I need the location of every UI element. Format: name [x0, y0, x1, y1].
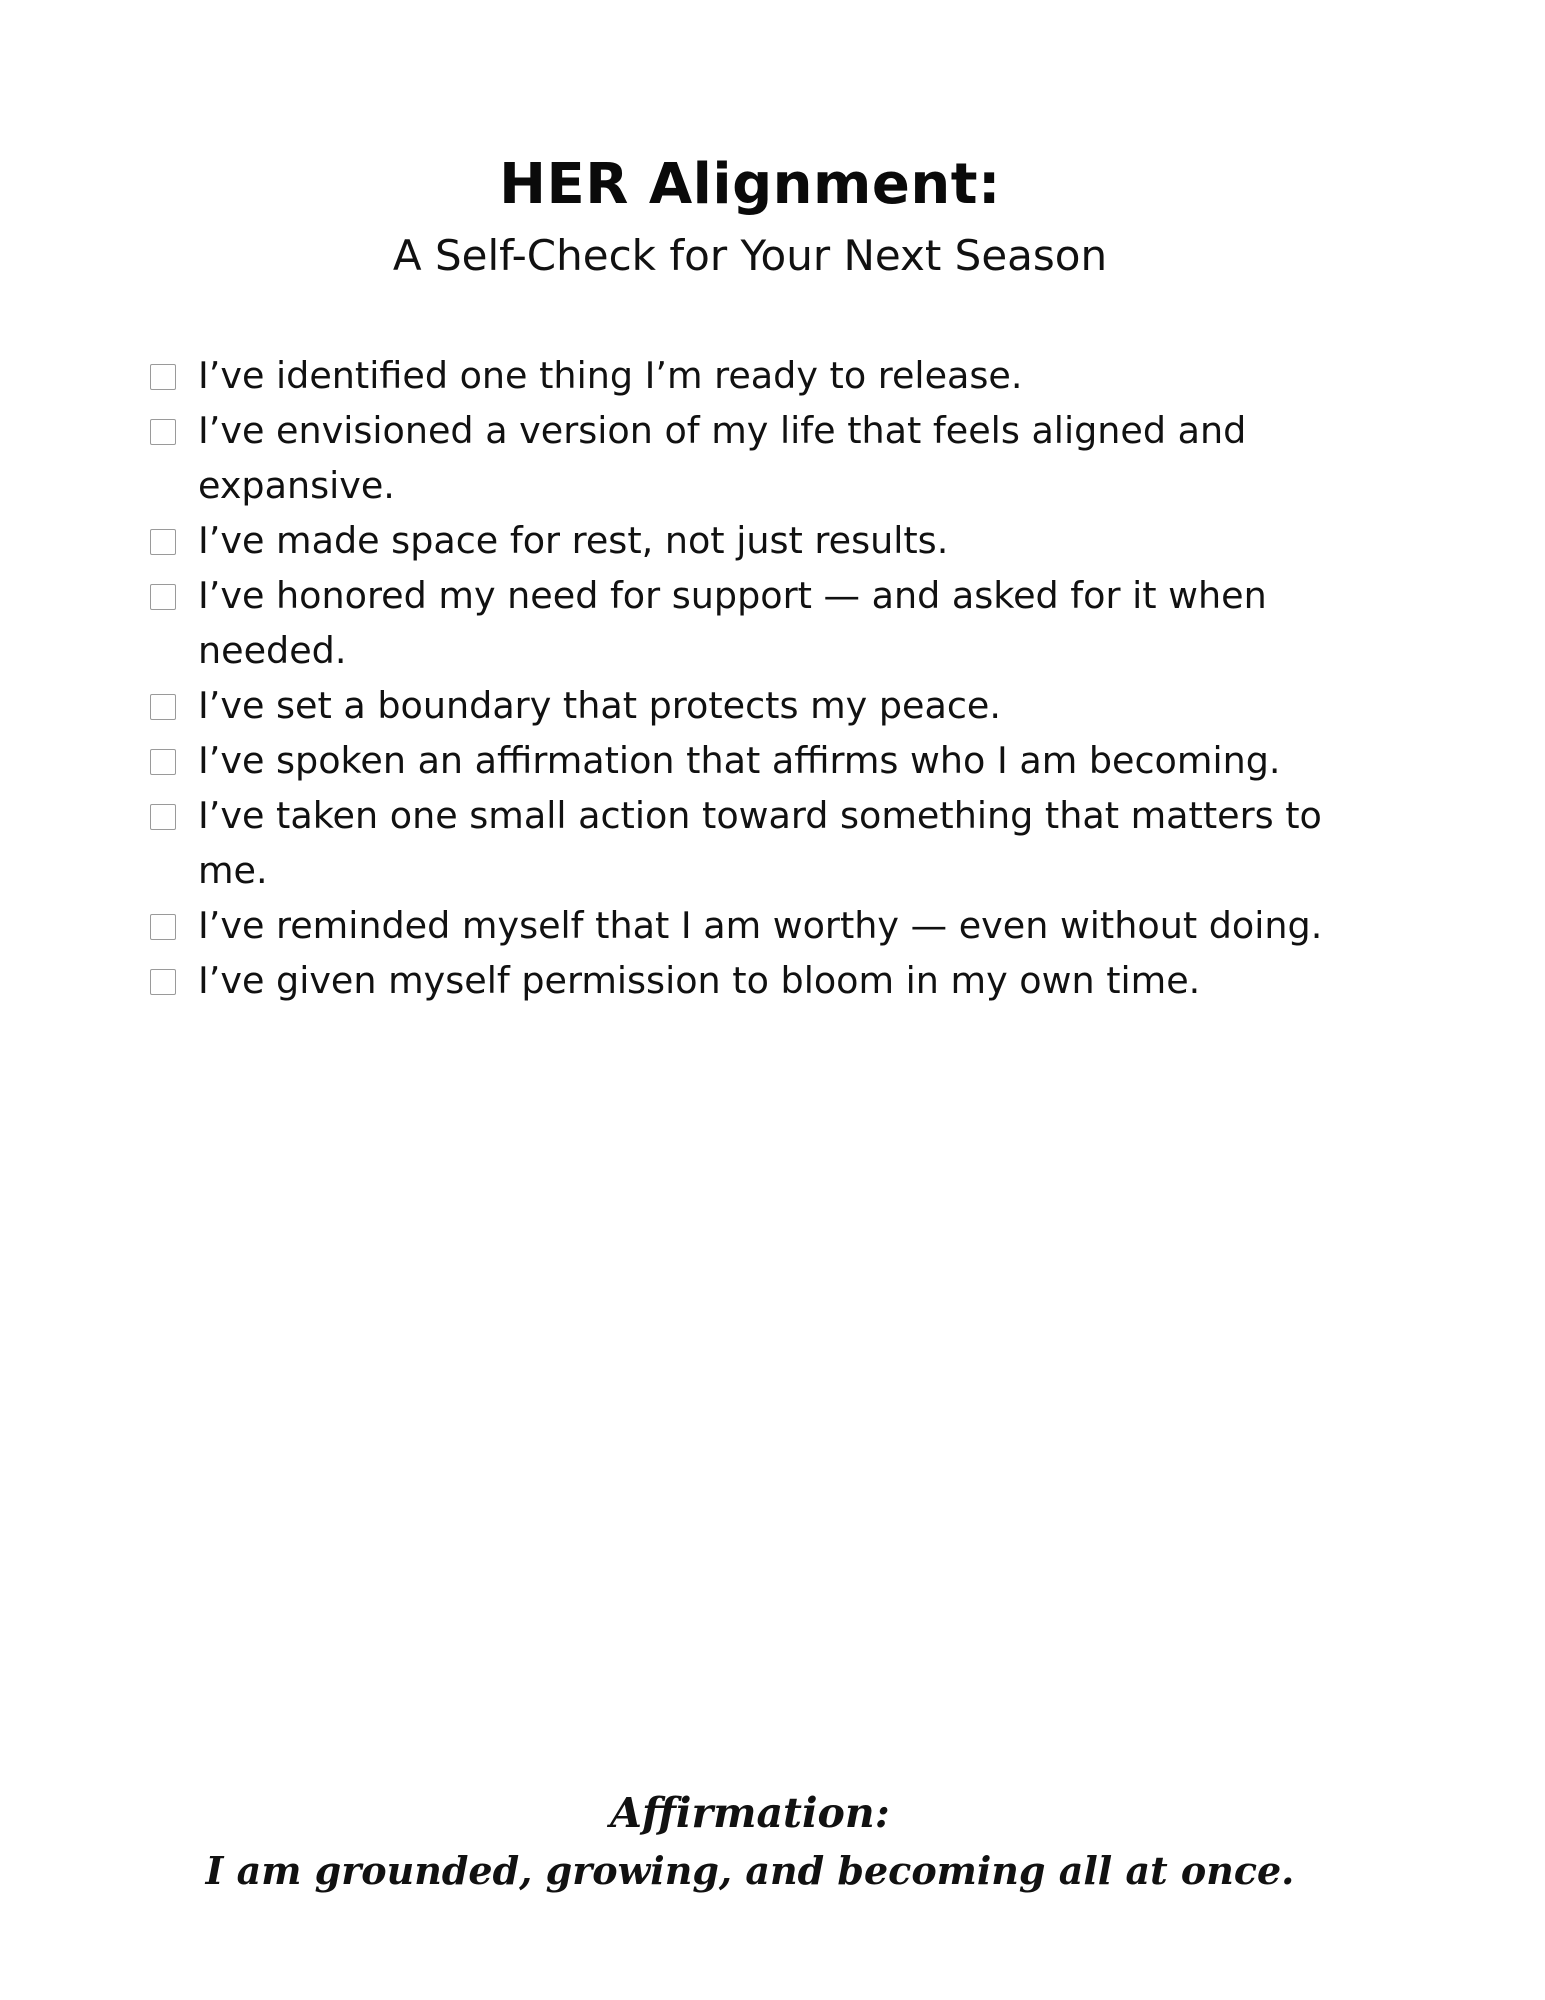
- checklist-item-label: I’ve set a boundary that protects my peace.: [198, 684, 1001, 727]
- checkbox[interactable]: [150, 804, 176, 830]
- checklist-item-label: I’ve made space for rest, not just results.: [198, 519, 949, 562]
- checklist-item: [150, 898, 1350, 953]
- checklist-item: [150, 733, 1350, 788]
- page-subtitle: A Self-Check for Your Next Season: [392, 231, 1108, 280]
- checklist-item: [150, 403, 1350, 513]
- affirmation-block: [0, 1785, 1500, 1899]
- checkbox[interactable]: [150, 584, 176, 610]
- checklist-item: [150, 678, 1350, 733]
- checklist-item-label: I’ve given myself permission to bloom in my own time.: [198, 959, 1201, 1002]
- checklist-item-label: I’ve honored my need for support — and asked for it when needed.: [198, 574, 1267, 672]
- affirmation-label: Affirmation:: [610, 1789, 890, 1837]
- checklist-item: [150, 568, 1350, 678]
- checklist-item-label: I’ve envisioned a version of my life that feels aligned and expansive.: [198, 409, 1247, 507]
- checklist-item-label: I’ve taken one small action toward something that matters to me.: [198, 794, 1322, 892]
- checklist-item-label: I’ve identified one thing I’m ready to release.: [198, 354, 1023, 397]
- checklist-item: [150, 788, 1350, 898]
- checklist-item: [150, 348, 1350, 403]
- checkbox[interactable]: [150, 529, 176, 555]
- checkbox[interactable]: [150, 694, 176, 720]
- checklist-item-label: I’ve reminded myself that I am worthy — even without doing.: [198, 904, 1323, 947]
- checkbox[interactable]: [150, 969, 176, 995]
- self-check-list: [150, 348, 1350, 1008]
- checkbox[interactable]: [150, 419, 176, 445]
- checkbox[interactable]: [150, 749, 176, 775]
- affirmation-text: I am grounded, growing, and becoming all at once.: [205, 1848, 1295, 1893]
- checklist-item: [150, 513, 1350, 568]
- page-title: HER Alignment:: [499, 152, 1001, 217]
- checkbox[interactable]: [150, 364, 176, 390]
- checklist-item-label: I’ve spoken an affirmation that affirms who I am becoming.: [198, 739, 1281, 782]
- checkbox[interactable]: [150, 914, 176, 940]
- checklist-item: [150, 953, 1350, 1008]
